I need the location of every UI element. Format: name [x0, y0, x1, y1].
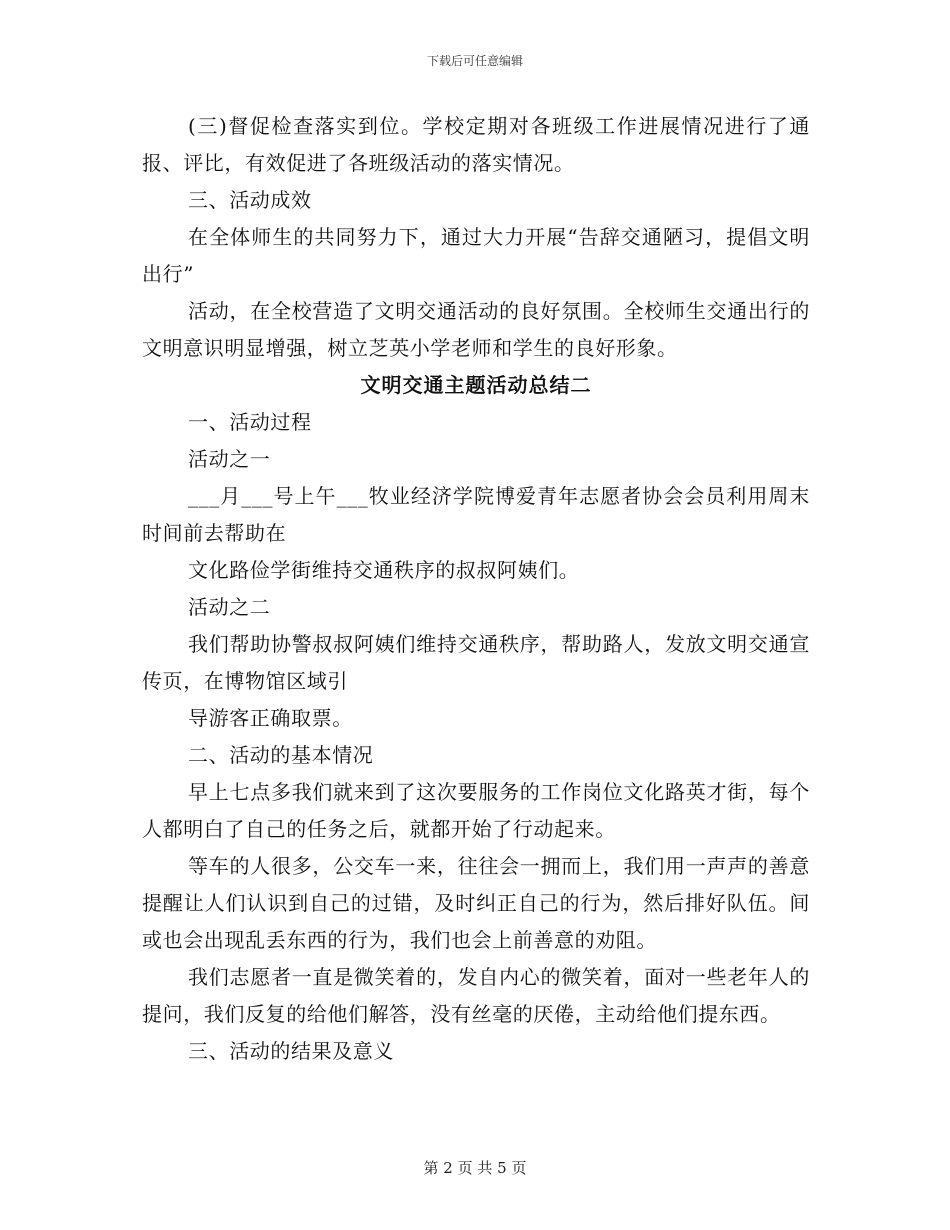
- page-header: 下载后可任意编辑: [426, 54, 523, 68]
- paragraph: 等车的人很多，公交车一来，往往会一拥而上，我们用一声声的善意提醒让人们认识到自己的过错，及时纠正自己的行为，然后排好队伍。间或也会出现乱丢东西的行为，我们也会上前善意的劝阻。: [142, 854, 810, 952]
- paragraph: 早上七点多我们就来到了这次要服务的工作岗位文化路英才街，每个人都明白了自己的任务之后，就都开始了行动起来。: [142, 780, 810, 841]
- paragraph: 文化路俭学街维持交通秩序的叔叔阿姨们。: [188, 558, 580, 582]
- page-footer: 第 2 页 共 5 页: [423, 1159, 527, 1177]
- paragraph: 三、活动成效: [188, 188, 312, 212]
- paragraph: 我们帮助协警叔叔阿姨们维持交通秩序，帮助路人，发放文明交通宣传页，在博物馆区域引: [142, 632, 810, 693]
- document-body: [142, 108, 810, 1070]
- paragraph: 二、活动的基本情况: [188, 743, 374, 767]
- paragraph: 活动之一: [188, 447, 271, 471]
- paragraph: 活动之二: [188, 595, 271, 619]
- paragraph: 三、活动的结果及意义: [188, 1039, 394, 1063]
- paragraph: 我们志愿者一直是微笑着的，发自内心的微笑着，面对一些老年人的提问，我们反复的给他们解答，没有丝毫的厌倦，主动给他们提东西。: [142, 965, 810, 1026]
- paragraph: 活动，在全校营造了文明交通活动的良好氛围。全校师生交通出行的文明意识明显增强，树立芝英小学老师和学生的良好形象。: [142, 299, 810, 360]
- paragraph: 在全体师生的共同努力下，通过大力开展“告辞交通陋习，提倡文明出行”: [142, 225, 810, 286]
- paragraphs-after: [142, 404, 810, 1070]
- section-title: 文明交通主题活动总结二: [360, 373, 592, 397]
- paragraph: 一、活动过程: [188, 410, 312, 434]
- paragraph: ___月___号上午___牧业经济学院博爱青年志愿者协会会员利用周末时间前去帮助在: [142, 484, 810, 545]
- paragraphs-before: [142, 108, 810, 367]
- paragraph: (三)督促检查落实到位。学校定期对各班级工作进展情况进行了通报、评比，有效促进了各班级活动的落实情况。: [142, 114, 810, 175]
- paragraph: 导游客正确取票。: [188, 706, 353, 730]
